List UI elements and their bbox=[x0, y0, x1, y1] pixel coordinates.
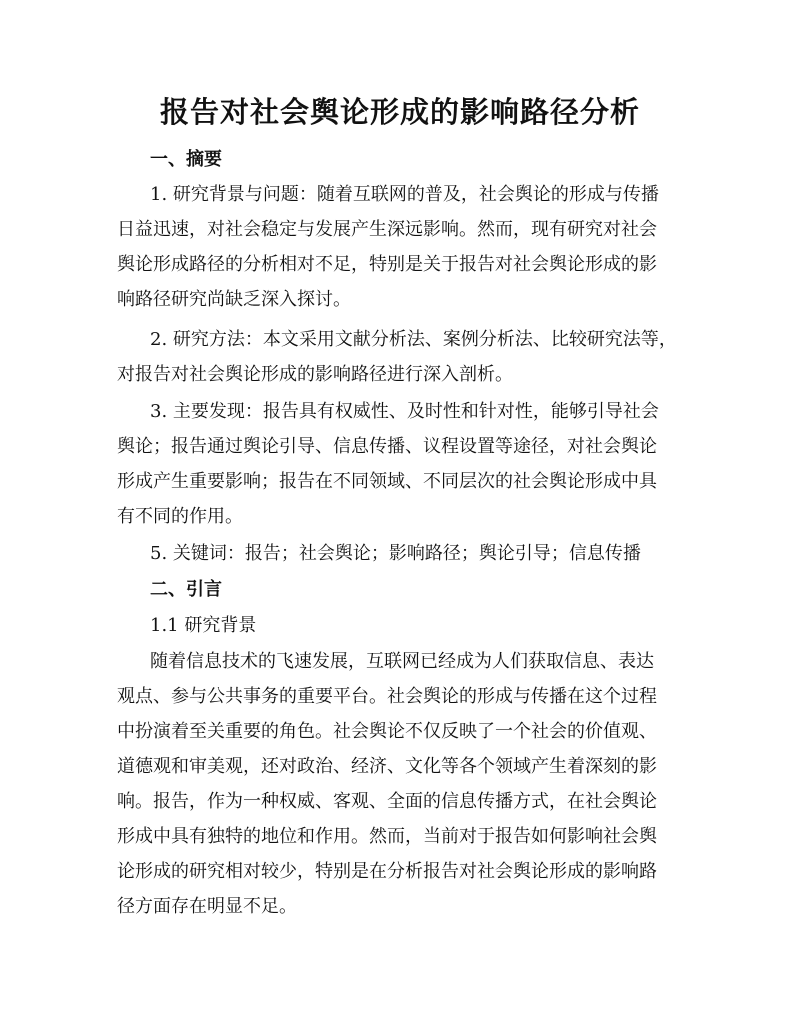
subsection-heading-background: 1.1 研究背景 bbox=[150, 615, 257, 636]
abstract-item-1-line-2: 日益迅速，对社会稳定与发展产生深远影响。然而，现有研究对社会 bbox=[117, 219, 657, 240]
abstract-item-1-line-3: 舆论形成路径的分析相对不足，特别是关于报告对社会舆论形成的影 bbox=[117, 254, 657, 275]
abstract-item-3-line-4: 有不同的作用。 bbox=[117, 506, 243, 527]
background-paragraph-line-1: 随着信息技术的飞速发展，互联网已经成为人们获取信息、表达 bbox=[150, 651, 654, 672]
abstract-item-3-line-2: 舆论；报告通过舆论引导、信息传播、议程设置等途径，对社会舆论 bbox=[117, 436, 657, 457]
abstract-item-2-line-2: 对报告对社会舆论形成的影响路径进行深入剖析。 bbox=[117, 364, 513, 385]
background-paragraph-line-7: 论形成的研究相对较少，特别是在分析报告对社会舆论形成的影响路 bbox=[117, 861, 657, 882]
background-paragraph-line-8: 径方面存在明显不足。 bbox=[117, 896, 297, 917]
abstract-item-2-line-1: 2. 研究方法：本文采用文献分析法、案例分析法、比较研究法等， bbox=[150, 329, 677, 350]
background-paragraph-line-2: 观点、参与公共事务的重要平台。社会舆论的形成与传播在这个过程 bbox=[117, 686, 657, 707]
background-paragraph-line-6: 形成中具有独特的地位和作用。然而，当前对于报告如何影响社会舆 bbox=[117, 826, 657, 847]
section-heading-abstract: 一、摘要 bbox=[150, 149, 222, 170]
abstract-item-3-line-3: 形成产生重要影响；报告在不同领域、不同层次的社会舆论形成中具 bbox=[117, 471, 657, 492]
abstract-item-3-line-1: 3. 主要发现：报告具有权威性、及时性和针对性，能够引导社会 bbox=[150, 401, 659, 422]
section-heading-introduction: 二、引言 bbox=[150, 579, 222, 600]
background-paragraph-line-5: 响。报告，作为一种权威、客观、全面的信息传播方式，在社会舆论 bbox=[117, 791, 657, 812]
document-title: 报告对社会舆论形成的影响路径分析 bbox=[159, 95, 640, 129]
abstract-keywords: 5. 关键词：报告；社会舆论；影响路径；舆论引导；信息传播 bbox=[150, 543, 641, 564]
background-paragraph-line-4: 道德观和审美观，还对政治、经济、文化等各个领域产生着深刻的影 bbox=[117, 756, 657, 777]
abstract-item-1-line-1: 1. 研究背景与问题：随着互联网的普及，社会舆论的形成与传播 bbox=[150, 184, 659, 205]
background-paragraph-line-3: 中扮演着至关重要的角色。社会舆论不仅反映了一个社会的价值观、 bbox=[117, 721, 657, 742]
abstract-item-1-line-4: 响路径研究尚缺乏深入探讨。 bbox=[117, 289, 351, 310]
